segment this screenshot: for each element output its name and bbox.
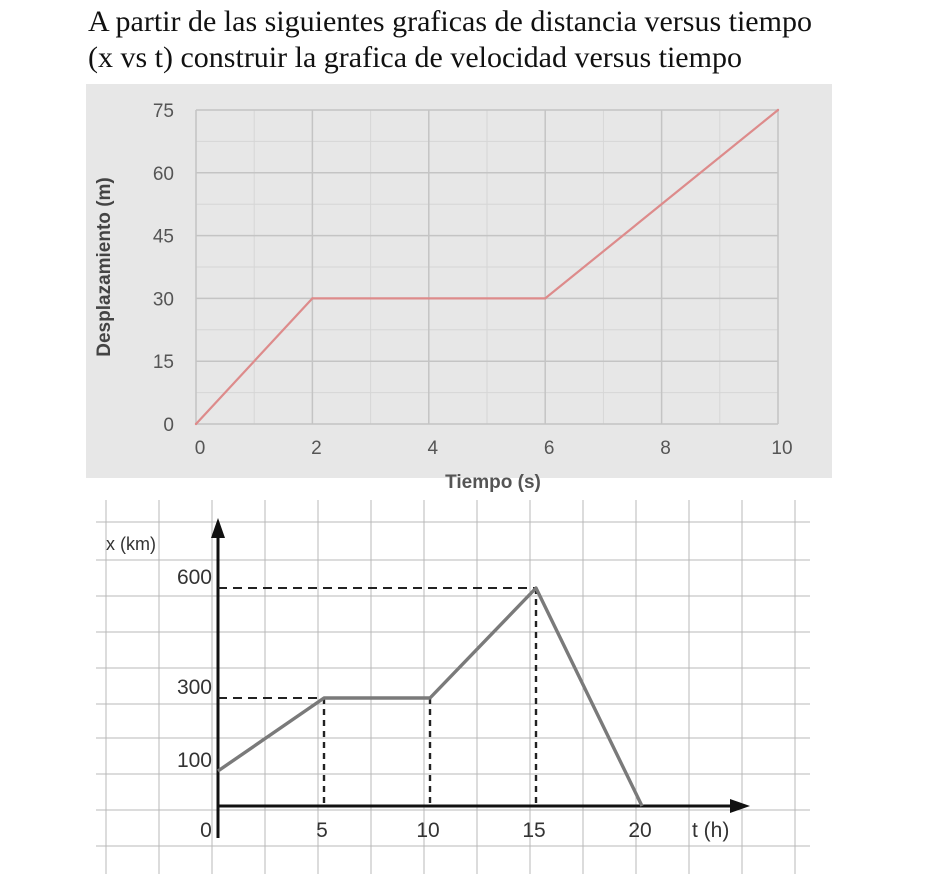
x-tick-label: 10 — [771, 438, 793, 459]
y-tick-label: 75 — [152, 101, 174, 122]
y-axis-arrow — [211, 518, 225, 538]
y-tick-label: 60 — [152, 163, 174, 185]
x-tick-label: 0 — [194, 438, 206, 459]
x-tick-label: 6 — [543, 438, 555, 459]
data-point — [195, 423, 197, 425]
x-axis-arrow — [730, 799, 750, 813]
x-tick-label: 5 — [316, 819, 328, 842]
x-tick-label: 15 — [522, 819, 546, 842]
question-line-1: A partir de las siguientes graficas de distancia versus tiempo — [88, 5, 812, 38]
y-axis-label: Desplazamiento (m) — [94, 177, 115, 357]
data-point — [544, 297, 546, 299]
y-tick-label: 15 — [152, 352, 174, 374]
y-tick-label: 100 — [176, 749, 212, 772]
y-tick-label: 30 — [152, 289, 174, 311]
x-tick-label: 4 — [427, 438, 439, 459]
data-point — [311, 297, 313, 299]
x-axis-label: Tiempo (s) — [445, 472, 541, 493]
origin-label: 0 — [200, 819, 212, 842]
y-tick-label: 0 — [163, 415, 174, 436]
x-tick-label: 10 — [416, 819, 440, 842]
y-tick-label: 45 — [152, 226, 174, 248]
data-point — [777, 109, 779, 111]
y-axis-label: x (km) — [106, 534, 156, 554]
x-axis-label: t (h) — [692, 819, 730, 842]
y-tick-label: 600 — [176, 566, 212, 589]
question-text — [88, 4, 933, 76]
displacement-time-chart — [86, 84, 832, 493]
position-time-chart — [86, 492, 816, 878]
x-tick-label: 2 — [311, 438, 322, 459]
x-tick-label: 20 — [628, 819, 652, 842]
x-tick-label: 8 — [660, 438, 671, 459]
y-tick-label: 300 — [176, 676, 212, 699]
question-line-2: (x vs t) construir la grafica de velocidad versus tiempo — [88, 41, 742, 74]
